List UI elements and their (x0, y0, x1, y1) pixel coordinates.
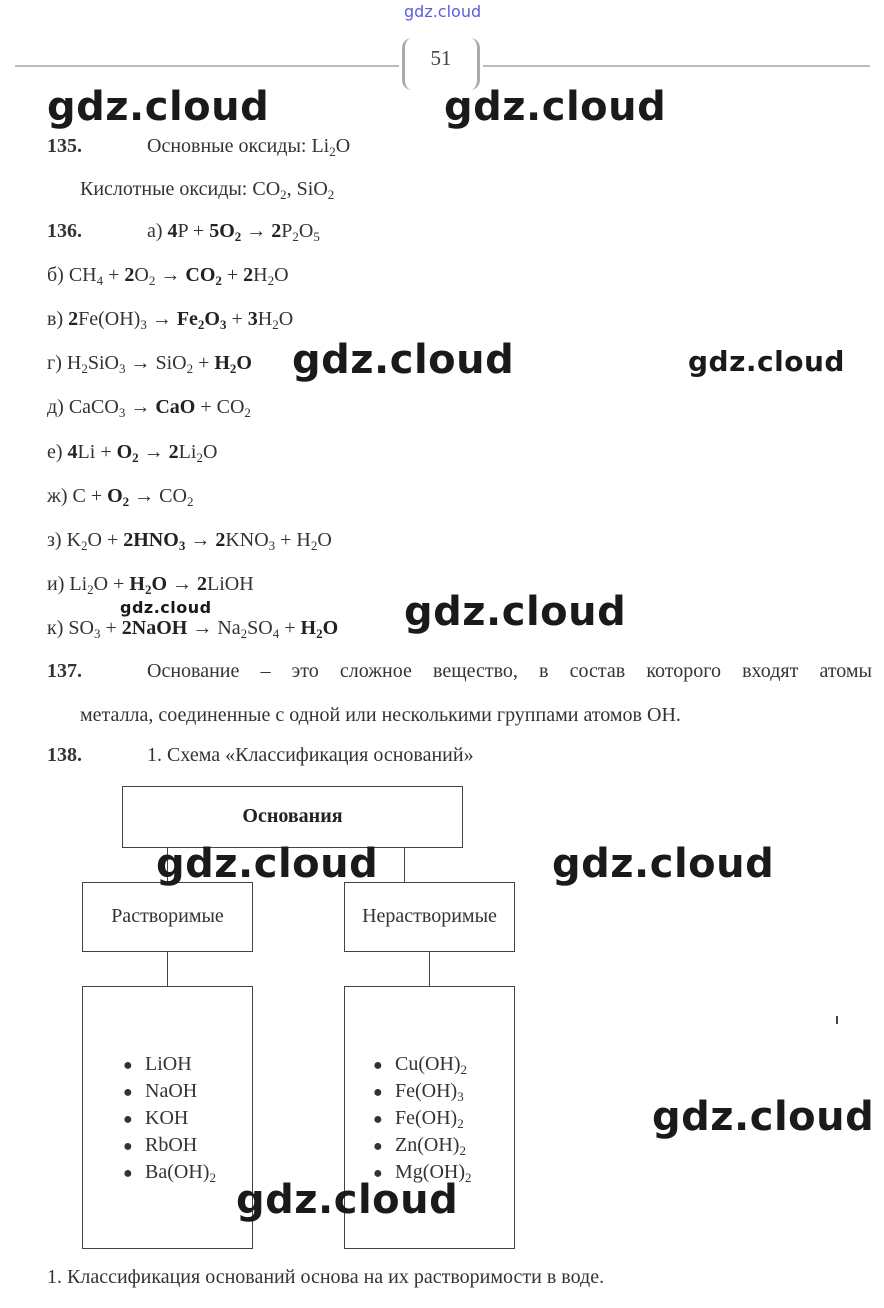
equation-g: ж) $C + O_2 \to CO_2$ (47, 485, 194, 509)
page-number: 51 (430, 46, 452, 70)
header-watermark: gdz.cloud (404, 2, 482, 21)
list-item: ● $Zn(OH)_2$ (373, 1134, 466, 1158)
equation-h: з) $K_2O + 2HNO_3 \to 2KNO_3 + H_2O$ (47, 529, 332, 553)
list-item: ● LiOH (123, 1053, 192, 1075)
watermark: gdz.cloud (47, 84, 270, 130)
acidic-oxides: Кислотные оксиды: $CO_2$, SiO$_2$ (80, 178, 335, 202)
list-item: ● $Mg(OH)_2$ (373, 1161, 472, 1185)
problem-136-line-a: 136. а) $4P + 5O_2 \to 2P_2O_5$ (47, 220, 320, 244)
watermark: gdz.cloud (292, 337, 515, 383)
problem-135-line1 (47, 135, 351, 159)
watermark: gdz.cloud (156, 841, 379, 887)
list-item: ● $Cu(OH)_2$ (373, 1053, 468, 1077)
equation-b: б) $CH_4 + 2O_2 \to CO_2 + 2H_2O$ (47, 264, 289, 288)
stray-mark (836, 1016, 838, 1024)
watermark: gdz.cloud (444, 84, 667, 130)
equation-e: д) CaCO$_3$ → CaO + $CO_2$ (47, 396, 251, 420)
equation-k: к) $SO_3$ + 2NaOH → $Na_2SO_4 + H_2O$ (47, 617, 339, 641)
equation-f: е) $4Li + O_2 \to 2Li_2O$ (47, 441, 218, 465)
equation-c: в) $2Fe(OH)_3 \to Fe_2O_3 + 3H_2O$ (47, 308, 294, 332)
connector-right (429, 952, 430, 986)
header-rule-left (15, 65, 399, 67)
list-item: ● $Ba(OH)_2$ (123, 1161, 216, 1185)
list-item: ● $Fe(OH)_2$ (373, 1107, 464, 1131)
watermark: gdz.cloud (236, 1177, 459, 1223)
watermark: gdz.cloud (688, 345, 845, 378)
watermark: gdz.cloud (552, 841, 775, 887)
problem-number: 135. (47, 135, 82, 157)
connector-root-right (404, 848, 405, 882)
insoluble-list (373, 1051, 472, 1186)
equation-d: г) $H_2SiO_3 \to SiO_2 + H_2O$ (47, 352, 252, 376)
footer-note: 1. Классификация оснований основа на их растворимости в воде. (47, 1266, 605, 1288)
connector-left (167, 952, 168, 986)
problem-138: 138. 1. Схема «Классификация оснований» (47, 744, 474, 766)
equation-a: а) $4P + 5O_2 \to 2P_2O_5$ (147, 220, 320, 244)
basic-oxides: Основные оксиды: $Li_2O$ (147, 135, 351, 159)
list-item: ● RbOH (123, 1134, 198, 1156)
header-rule-right (483, 65, 870, 67)
watermark: gdz.cloud (120, 598, 212, 617)
soluble-list (123, 1051, 216, 1186)
watermark: gdz.cloud (652, 1094, 875, 1140)
watermark: gdz.cloud (404, 589, 627, 635)
root-box: Основания (122, 786, 463, 848)
problem-137: 137. Основание – это сложное вещество, в состав которого входят атомы (47, 660, 872, 682)
list-item: ● KOH (123, 1107, 189, 1129)
soluble-box: Растворимые (82, 882, 253, 952)
list-item: ● $Fe(OH)_3$ (373, 1080, 464, 1104)
list-item: ● NaOH (123, 1080, 198, 1102)
soluble-list-box (82, 986, 253, 1249)
problem-137-line2: металла, соединенные с одной или несколькими группами атомов ОН. (80, 704, 681, 726)
equation-i: и) $Li_2O + H_2O$ → 2LiOH (47, 573, 254, 597)
insoluble-box: Нерастворимые (344, 882, 515, 952)
